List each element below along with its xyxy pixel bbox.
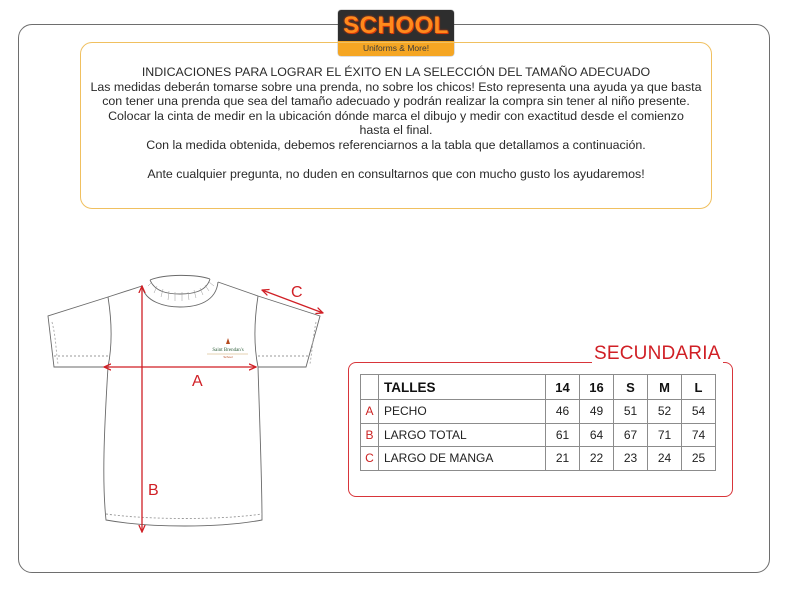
measure-b-label: B	[148, 482, 159, 499]
row-value: 25	[682, 447, 716, 471]
row-value: 23	[614, 447, 648, 471]
header-talles: TALLES	[379, 375, 546, 400]
row-value: 46	[546, 400, 580, 424]
row-value: 24	[648, 447, 682, 471]
header-size: M	[648, 375, 682, 400]
row-label: LARGO DE MANGA	[379, 447, 546, 471]
row-letter: B	[361, 423, 379, 447]
table-row	[361, 423, 716, 447]
row-value: 54	[682, 400, 716, 424]
instructions-line: Las medidas deberán tomarse sobre una prenda, no sobre los chicos! Esto representa una ayuda ya que basta	[90, 79, 702, 94]
instructions-box	[80, 42, 712, 209]
svg-text:Saint Brendan's: Saint Brendan's	[212, 348, 244, 353]
instructions-line: hasta el final.	[359, 123, 433, 138]
header-size: 16	[580, 375, 614, 400]
table-row	[361, 447, 716, 471]
instructions-title: INDICACIONES PARA LOGRAR EL ÉXITO EN LA SELECCIÓN DEL TAMAÑO ADECUADO	[141, 65, 651, 79]
instructions-closing: Ante cualquier pregunta, no duden en consultarnos que con mucho gusto los ayudaremos!	[147, 167, 645, 182]
table-row	[361, 400, 716, 424]
size-chart-title: SECUNDARIA	[594, 343, 721, 364]
row-value: 67	[614, 423, 648, 447]
row-letter: C	[361, 447, 379, 471]
row-value: 61	[546, 423, 580, 447]
tshirt-outline-icon	[48, 275, 320, 526]
header-letter-cell	[361, 375, 379, 400]
collar-ribbing-icon	[148, 282, 214, 301]
logo-brand: SCHOOL	[338, 10, 454, 41]
row-label: PECHO	[379, 400, 546, 424]
row-value: 21	[546, 447, 580, 471]
header-size: 14	[546, 375, 580, 400]
instructions-line: con tener una prenda que sea del tamaño adecuado y podrán realizar la compra sin tener al niño presente.	[102, 94, 690, 109]
size-table-header	[361, 375, 716, 400]
row-letter: A	[361, 400, 379, 424]
row-value: 51	[614, 400, 648, 424]
measure-c-label: C	[291, 284, 303, 301]
tshirt-measure-diagram	[40, 252, 340, 542]
measure-a-label: A	[192, 373, 203, 390]
row-value: 64	[580, 423, 614, 447]
header-size: S	[614, 375, 648, 400]
row-value: 74	[682, 423, 716, 447]
row-label: LARGO TOTAL	[379, 423, 546, 447]
logo-tagline: Uniforms & More!	[338, 41, 454, 56]
row-value: 52	[648, 400, 682, 424]
size-table	[360, 374, 716, 471]
row-value: 49	[580, 400, 614, 424]
row-value: 71	[648, 423, 682, 447]
svg-text:School: School	[223, 355, 233, 359]
header-size: L	[682, 375, 716, 400]
row-value: 22	[580, 447, 614, 471]
instructions-line: Con la medida obtenida, debemos referenciarnos a la tabla que detallamos a continuación.	[146, 137, 646, 152]
school-crest-icon	[207, 338, 248, 359]
instructions-line: Colocar la cinta de medir en la ubicación dónde marca el dibujo y medir con exactitud desde el comienzo	[108, 108, 684, 123]
